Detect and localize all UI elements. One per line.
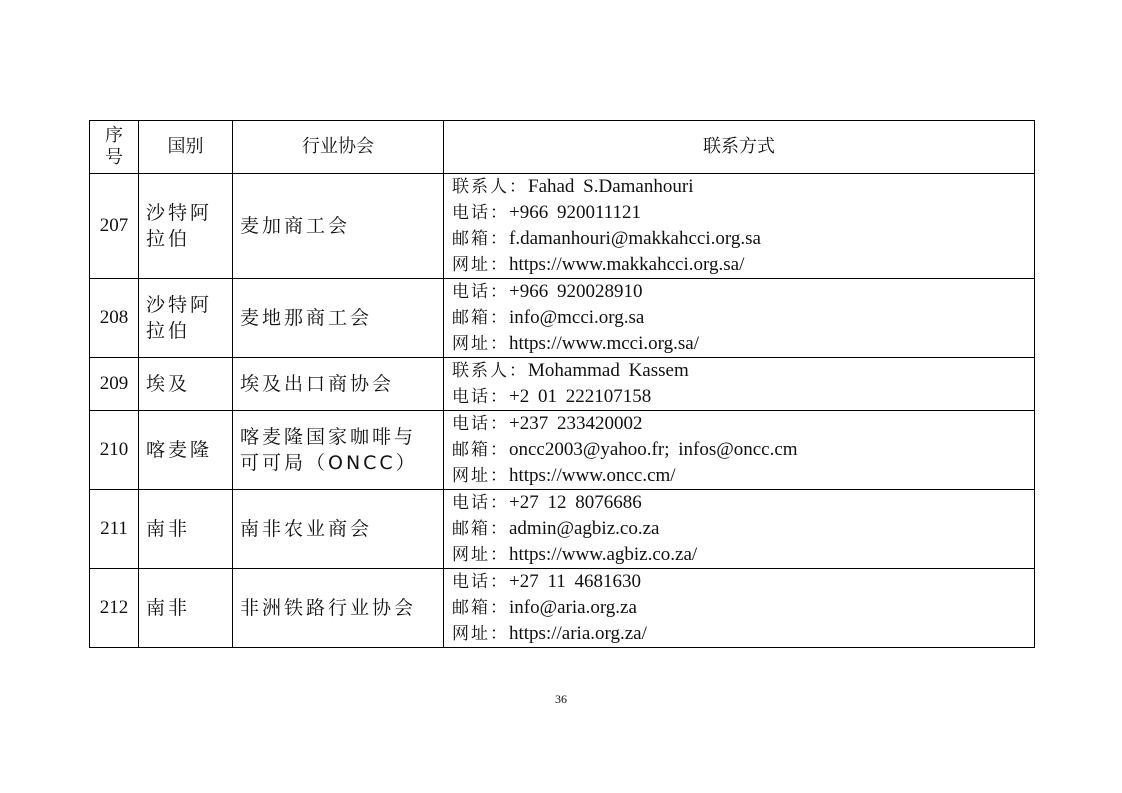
contact-value: +237 233420002 xyxy=(509,413,643,434)
contact-label: 电话： xyxy=(452,387,509,407)
contact-value: admin@agbiz.co.za xyxy=(509,518,660,539)
table-row xyxy=(90,174,1035,279)
contact-label: 邮箱： xyxy=(452,229,509,249)
contact-line xyxy=(452,542,1030,568)
row-country: 南非 xyxy=(139,490,233,569)
contact-line xyxy=(452,305,1030,331)
row-number: 212 xyxy=(90,569,139,648)
row-contact xyxy=(444,279,1035,358)
contact-label: 邮箱： xyxy=(452,598,509,618)
table-body xyxy=(90,174,1035,648)
table-row xyxy=(90,358,1035,411)
contact-label: 联系人： xyxy=(452,177,528,197)
row-contact xyxy=(444,569,1035,648)
table-row xyxy=(90,569,1035,648)
row-association: 非洲铁路行业协会 xyxy=(233,569,444,648)
contact-label: 网址： xyxy=(452,255,509,275)
row-association: 麦地那商工会 xyxy=(233,279,444,358)
header-contact: 联系方式 xyxy=(444,121,1035,174)
contact-line xyxy=(452,358,1030,384)
header-row xyxy=(90,121,1035,174)
row-number: 208 xyxy=(90,279,139,358)
contact-value: https://aria.org.za/ xyxy=(509,623,647,644)
contact-label: 网址： xyxy=(452,466,509,486)
contact-label: 电话： xyxy=(452,493,509,513)
row-number: 211 xyxy=(90,490,139,569)
contact-line xyxy=(452,437,1030,463)
contact-line xyxy=(452,516,1030,542)
contact-value: f.damanhouri@makkahcci.org.sa xyxy=(509,228,761,249)
row-contact xyxy=(444,490,1035,569)
contact-value: Mohammad Kassem xyxy=(528,360,689,381)
row-country: 喀麦隆 xyxy=(139,411,233,490)
contact-label: 电话： xyxy=(452,282,509,302)
contact-label: 网址： xyxy=(452,624,509,644)
row-association: 麦加商工会 xyxy=(233,174,444,279)
contact-line xyxy=(452,200,1030,226)
contact-value: info@mcci.org.sa xyxy=(509,307,645,328)
contact-value: Fahad S.Damanhouri xyxy=(528,176,694,197)
table-row xyxy=(90,411,1035,490)
row-country: 埃及 xyxy=(139,358,233,411)
contact-line xyxy=(452,463,1030,489)
contact-label: 网址： xyxy=(452,545,509,565)
contact-label: 电话： xyxy=(452,572,509,592)
page-number: 36 xyxy=(555,692,567,706)
row-association: 南非农业商会 xyxy=(233,490,444,569)
row-association: 喀麦隆国家咖啡与可可局（ONCC） xyxy=(233,411,444,490)
contact-line xyxy=(452,331,1030,357)
row-contact xyxy=(444,174,1035,279)
contact-label: 电话： xyxy=(452,414,509,434)
contact-value: oncc2003@yahoo.fr; infos@oncc.cm xyxy=(509,439,798,460)
contact-label: 邮箱： xyxy=(452,440,509,460)
header-no: 序号 xyxy=(90,121,139,174)
table-row xyxy=(90,490,1035,569)
contact-value: https://www.agbiz.co.za/ xyxy=(509,544,698,565)
contact-line xyxy=(452,490,1030,516)
contact-value: +27 11 4681630 xyxy=(509,571,642,592)
contact-label: 电话： xyxy=(452,203,509,223)
contact-value: https://www.mcci.org.sa/ xyxy=(509,333,699,354)
row-number: 210 xyxy=(90,411,139,490)
row-contact xyxy=(444,358,1035,411)
contact-line xyxy=(452,384,1030,410)
contact-line xyxy=(452,595,1030,621)
row-country: 沙特阿拉伯 xyxy=(139,174,233,279)
contact-line xyxy=(452,252,1030,278)
contact-value: +27 12 8076686 xyxy=(509,492,642,513)
table-header xyxy=(90,121,1035,174)
contact-value: https://www.oncc.cm/ xyxy=(509,465,676,486)
contact-line xyxy=(452,226,1030,252)
header-country: 国别 xyxy=(139,121,233,174)
contact-line xyxy=(452,621,1030,647)
contact-value: +2 01 222107158 xyxy=(509,386,652,407)
association-table xyxy=(89,120,1035,648)
contact-line xyxy=(452,411,1030,437)
contact-value: +966 920028910 xyxy=(509,281,643,302)
contact-label: 联系人： xyxy=(452,361,528,381)
contact-label: 邮箱： xyxy=(452,308,509,328)
contact-label: 网址： xyxy=(452,334,509,354)
row-contact xyxy=(444,411,1035,490)
header-association: 行业协会 xyxy=(233,121,444,174)
contact-line xyxy=(452,279,1030,305)
table-row xyxy=(90,279,1035,358)
contact-value: info@aria.org.za xyxy=(509,597,637,618)
contact-value: https://www.makkahcci.org.sa/ xyxy=(509,254,745,275)
contact-label: 邮箱： xyxy=(452,519,509,539)
row-country: 沙特阿拉伯 xyxy=(139,279,233,358)
contact-value: +966 920011121 xyxy=(509,202,642,223)
contact-line xyxy=(452,569,1030,595)
row-number: 207 xyxy=(90,174,139,279)
row-country: 南非 xyxy=(139,569,233,648)
row-number: 209 xyxy=(90,358,139,411)
contact-line xyxy=(452,174,1030,200)
row-association: 埃及出口商协会 xyxy=(233,358,444,411)
